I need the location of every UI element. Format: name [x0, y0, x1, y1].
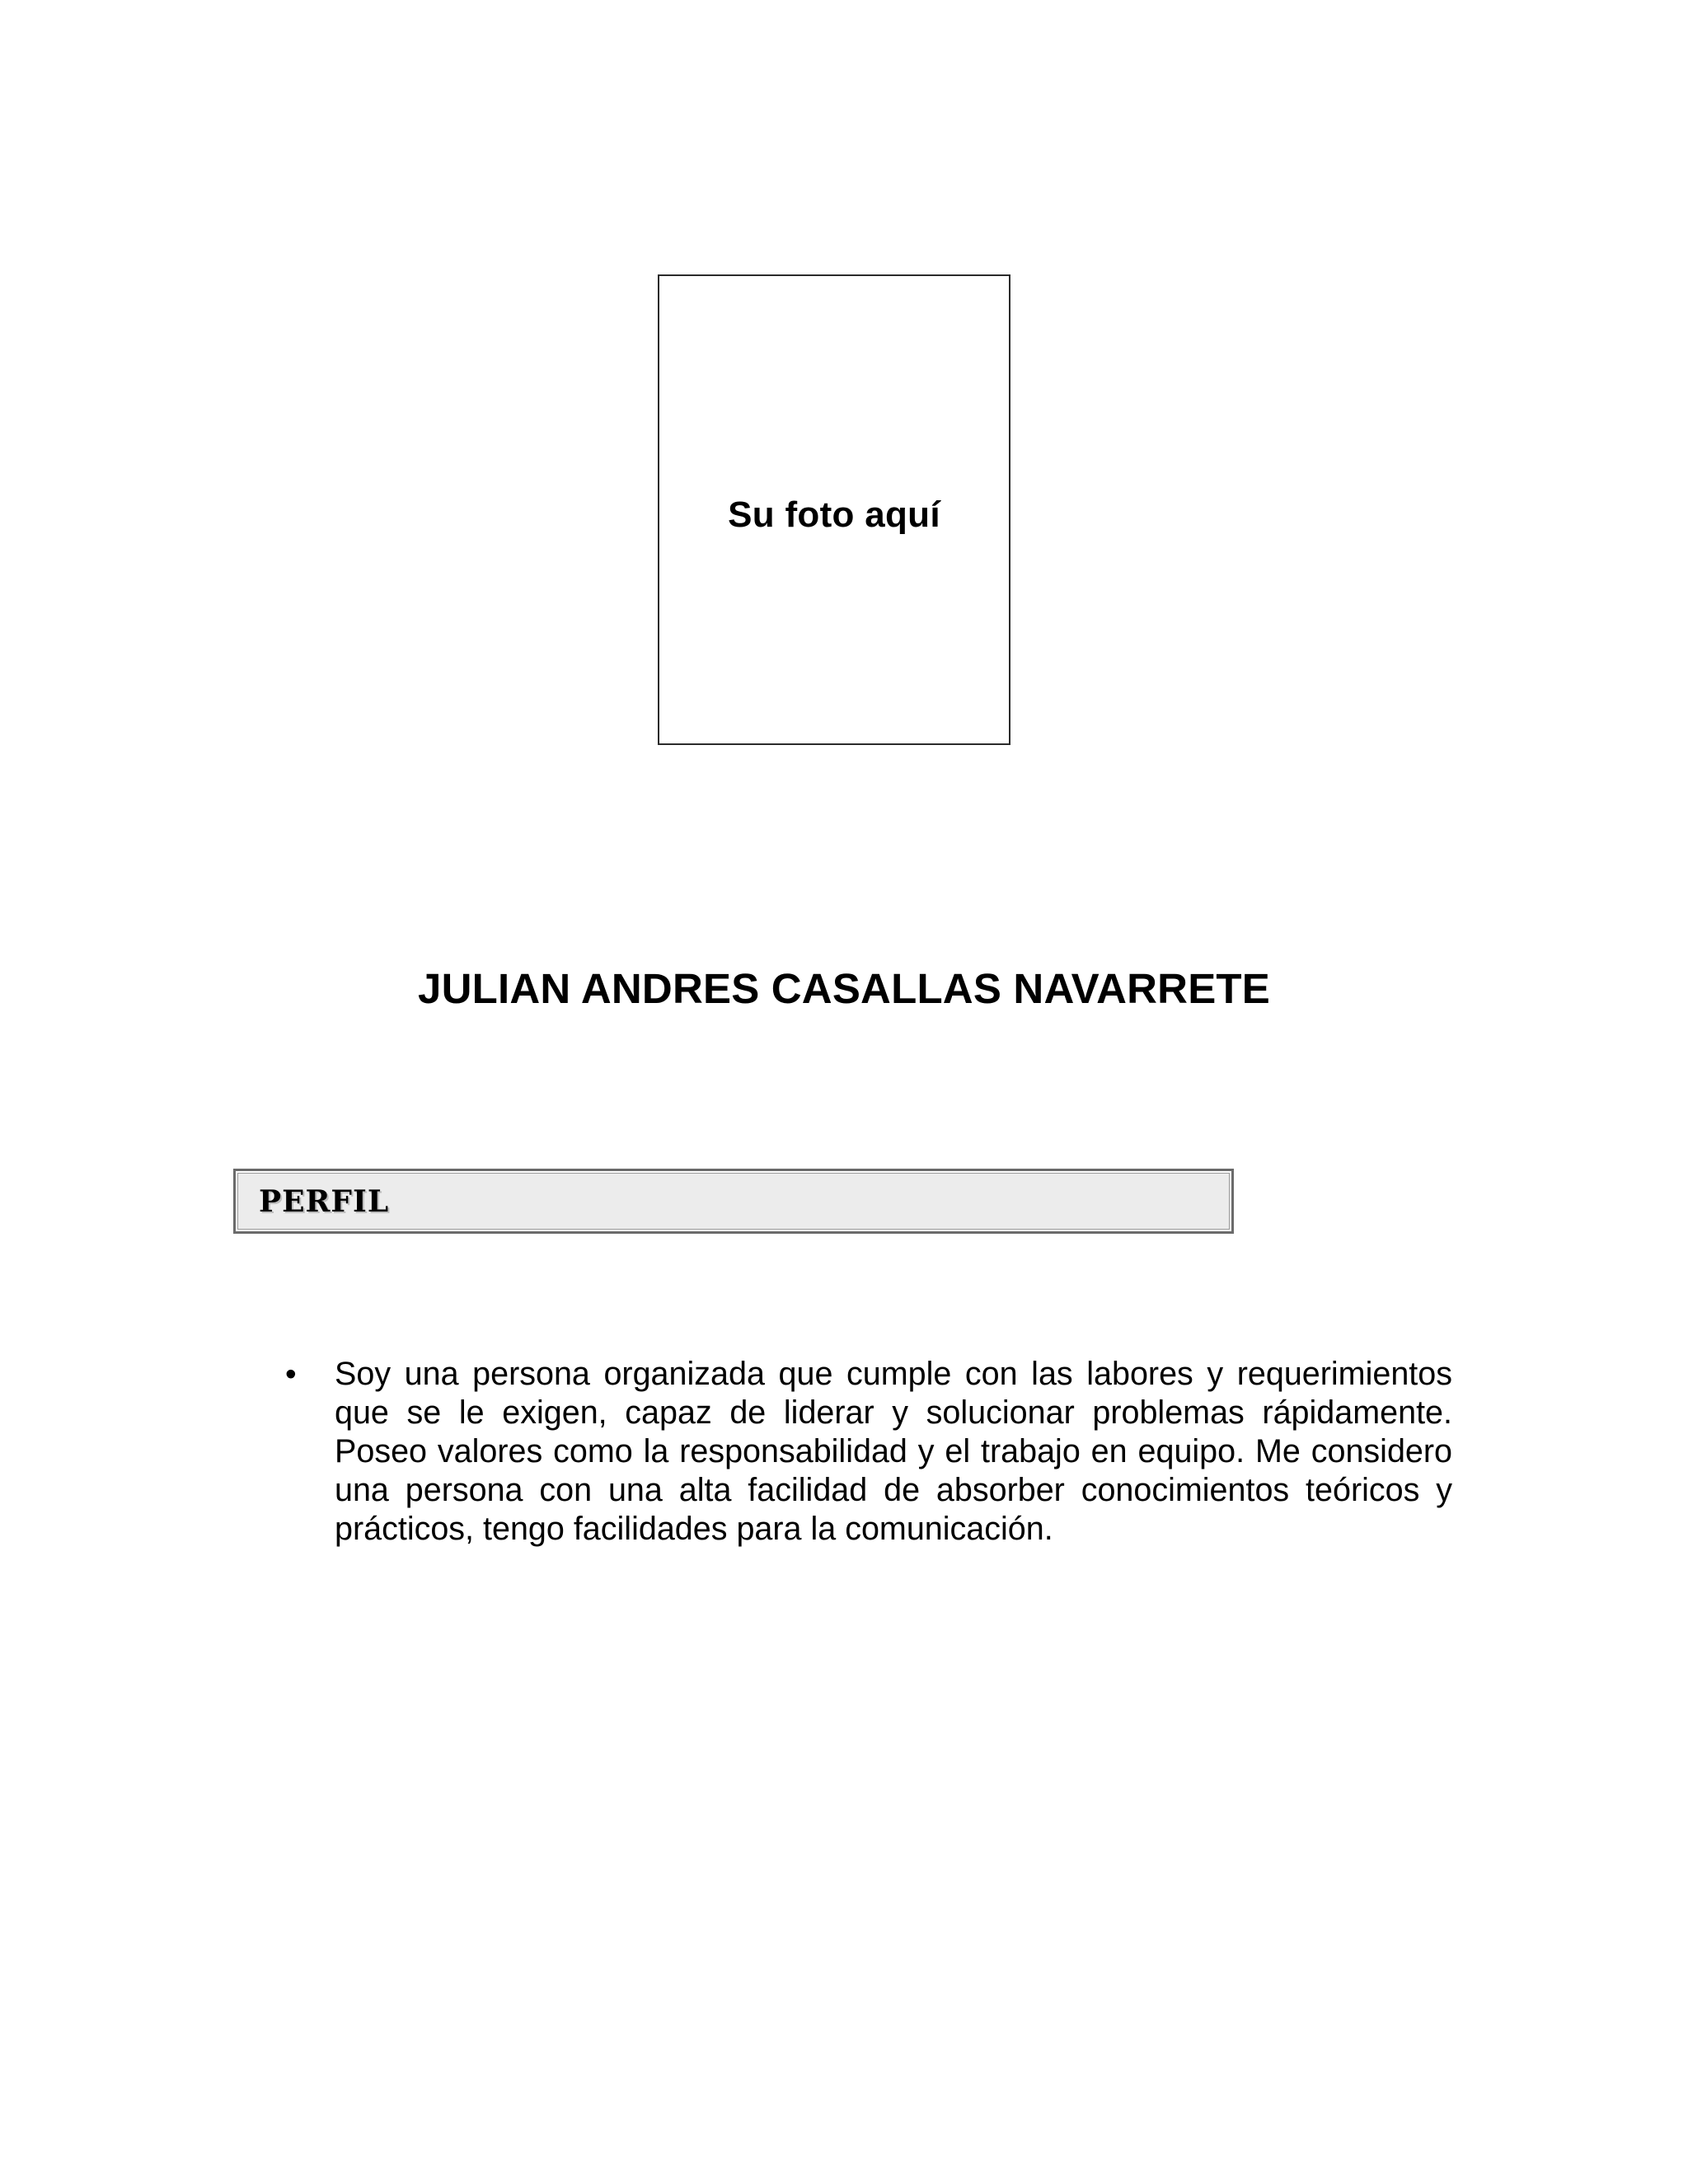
section-title-profile: PERFIL: [259, 1183, 390, 1219]
section-header-profile: [233, 1169, 1234, 1234]
profile-list: [280, 1355, 1452, 1549]
bullet-icon: •: [285, 1357, 297, 1392]
photo-placeholder-label: Su foto aquí: [728, 494, 940, 535]
candidate-name: JULIAN ANDRES CASALLAS NAVARRETE: [418, 965, 1270, 1012]
profile-text: Soy una persona organizada que cumple con las labores y requerimientos que se le exigen, capaz de liderar y solucionar problemas rápidamente. Poseo valores como la responsabilidad y el trabajo en equipo. Me considero una persona con una alta facilidad de absorber conocimientos teóricos y prácticos, tengo facilidades para la comunicación.: [335, 1356, 1452, 1547]
list-item: [280, 1355, 1452, 1549]
photo-placeholder: [658, 274, 1010, 745]
